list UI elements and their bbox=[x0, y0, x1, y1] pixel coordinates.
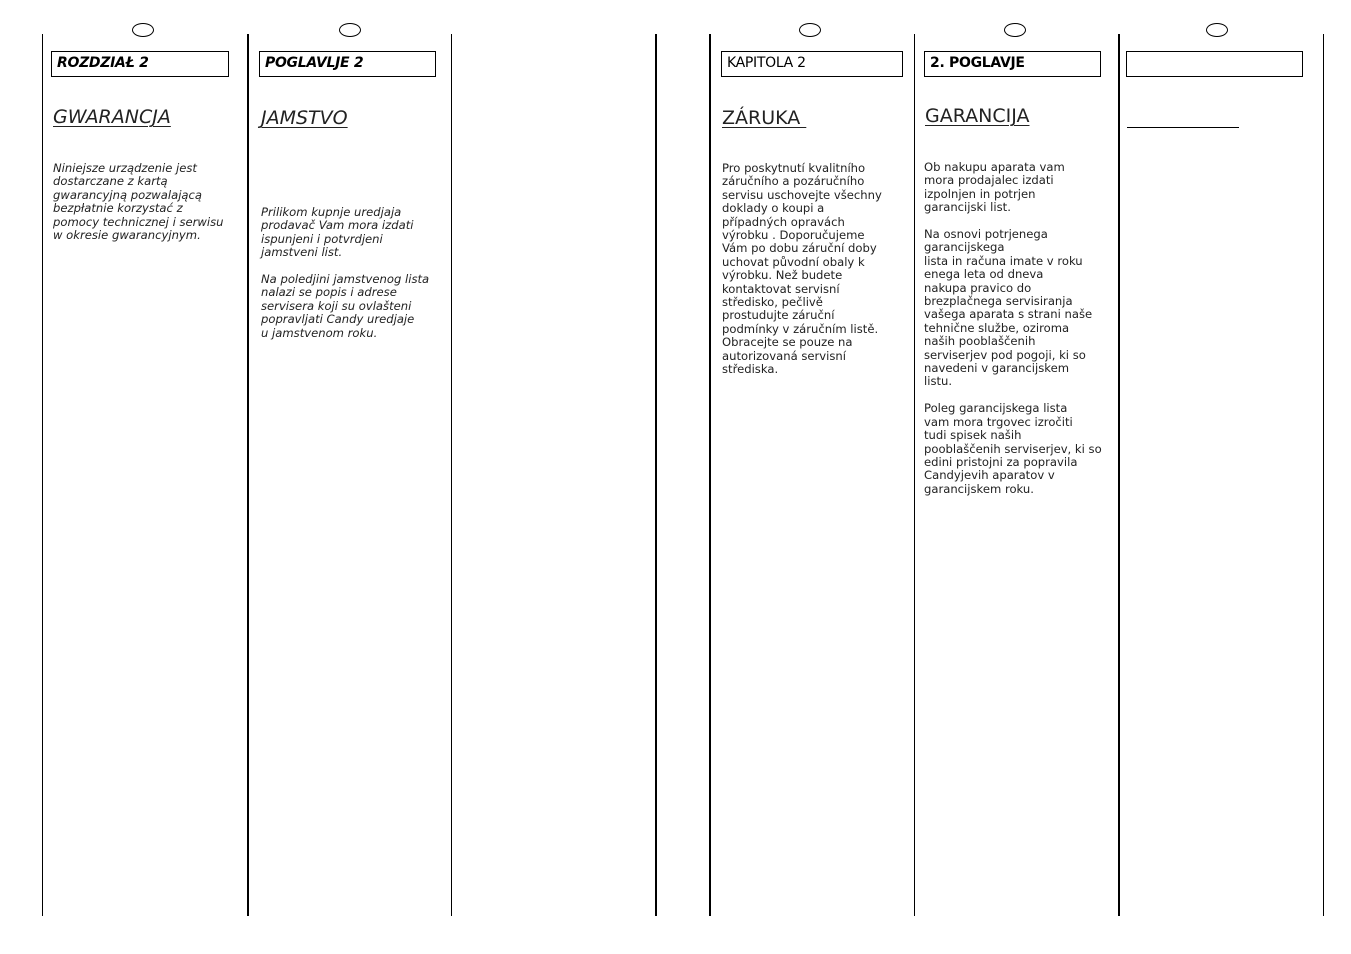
body-text-pl bbox=[53, 162, 243, 256]
language-flag-circle bbox=[1004, 23, 1026, 37]
column-rule bbox=[451, 34, 452, 916]
paragraph: Pro poskytnutí kvalitního záručního a pozáručního servisu uschovejte všechny doklady o koupi a případných opravách výrobku . Doporučujeme Vám po dobu záruční doby uchovat původní obaly k výrobku. Než budete kontaktovat servisní středisko, pečlivě prostudujte záruční podmínky v záručním listě. Obracejte se pouze na autorizovaná servisní střediska. bbox=[722, 161, 882, 377]
paragraph: Prilikom kupnje uredjaja prodavač Vam mora izdati ispunjeni i potvrdjeni jamstveni list. bbox=[261, 205, 414, 260]
language-flag-circle bbox=[132, 23, 154, 37]
body-text-cz bbox=[722, 162, 910, 390]
chapter-heading-pl: ROZDZIAŁ 2 bbox=[51, 51, 229, 77]
chapter-heading-cz: KAPITOLA 2 bbox=[721, 51, 903, 77]
section-title-hr: JAMSTVO bbox=[261, 107, 348, 129]
section-title-empty-underline bbox=[1127, 127, 1239, 128]
language-flag-circle bbox=[799, 23, 821, 37]
column-rule bbox=[1118, 34, 1120, 916]
paragraph: Niniejsze urządzenie jest dostarczane z kartą gwarancyjną pozwalającą bezpłatnie korzystać z pomocy technicznej i serwisu w okresie gwarancyjnym. bbox=[53, 161, 224, 243]
paragraph: Poleg garancijskega lista vam mora trgovec izročiti tudi spisek naših pooblaščenih serviserjev, ki so edini pristojni za popravila Candyjevih aparatov v garancijskem roku. bbox=[924, 401, 1102, 496]
chapter-heading-hr: POGLAVLJE 2 bbox=[259, 51, 436, 77]
column-rule bbox=[1323, 34, 1324, 916]
paragraph: Na osnovi potrjenega garancijskega lista in računa imate v roku enega leta od dneva nakupa pravico do brezplačnega servisiranja vašega aparata s strani naše tehnične službe, oziroma naših pooblaščenih serviserjev pod pogoji, ki so navedeni v garancijskem listu. bbox=[924, 227, 1093, 389]
section-title-cz: ZÁRUKA bbox=[722, 107, 807, 129]
page-divider-rule bbox=[655, 34, 657, 916]
section-title-si: GARANCIJA bbox=[925, 105, 1030, 127]
column-rule bbox=[709, 34, 711, 916]
chapter-heading-empty bbox=[1126, 51, 1303, 77]
body-text-hr bbox=[261, 206, 447, 353]
chapter-heading-si: 2. POGLAVJE bbox=[924, 51, 1101, 77]
column-rule bbox=[42, 34, 43, 916]
paragraph: Na poledjini jamstvenog lista nalazi se popis i adrese servisera koji su ovlašteni popravljati Candy uredjaje u jamstvenom roku. bbox=[261, 272, 430, 340]
language-flag-circle bbox=[1206, 23, 1228, 37]
paragraph: Ob nakupu aparata vam mora prodajalec izdati izpolnjen in potrjen garancijski list. bbox=[924, 160, 1065, 215]
column-rule bbox=[914, 34, 915, 916]
column-rule bbox=[247, 34, 249, 916]
body-text-si bbox=[924, 161, 1114, 510]
language-flag-circle bbox=[339, 23, 361, 37]
section-title-pl: GWARANCJA bbox=[53, 106, 171, 128]
